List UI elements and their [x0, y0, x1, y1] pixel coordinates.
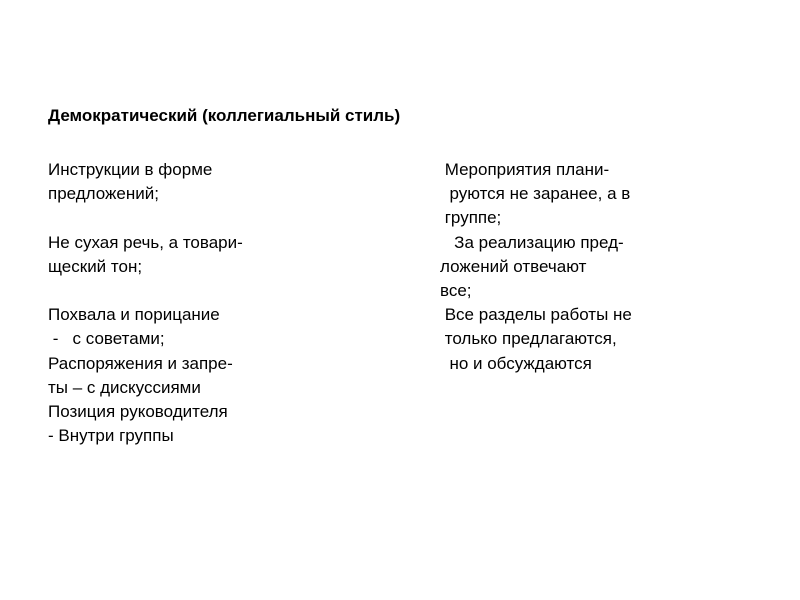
- left-line: Не сухая речь, а товари-: [48, 232, 243, 252]
- right-line: Мероприятия плани-: [440, 160, 610, 179]
- slide-title: Демократический (коллегиальный стиль): [48, 106, 401, 125]
- left-line: Распоряжения и запре-: [48, 353, 233, 373]
- left-line: щеский тон;: [48, 256, 143, 276]
- right-line: группе;: [440, 208, 502, 228]
- left-line: Позиция руководителя: [48, 401, 228, 421]
- left-line: Похвала и порицание: [48, 305, 220, 325]
- left-column: [48, 158, 243, 448]
- left-line: [48, 279, 243, 303]
- right-line: ложений отвечают: [440, 256, 587, 276]
- left-line: ты – с дискуссиями: [48, 377, 201, 397]
- left-line: - с советами;: [48, 329, 165, 349]
- left-line: [48, 206, 243, 230]
- right-line: Все разделы работы не: [440, 305, 632, 325]
- left-line: - Внутри группы: [48, 426, 174, 446]
- right-line: руются не заранее, а в: [440, 184, 631, 204]
- left-line: Инструкции в форме: [48, 160, 213, 179]
- right-line: но и обсуждаются: [440, 353, 592, 373]
- right-line: только предлагаются,: [440, 329, 617, 349]
- right-line: все;: [440, 280, 472, 300]
- right-column: [440, 158, 632, 376]
- right-line: За реализацию пред-: [440, 232, 624, 252]
- left-line: предложений;: [48, 184, 159, 204]
